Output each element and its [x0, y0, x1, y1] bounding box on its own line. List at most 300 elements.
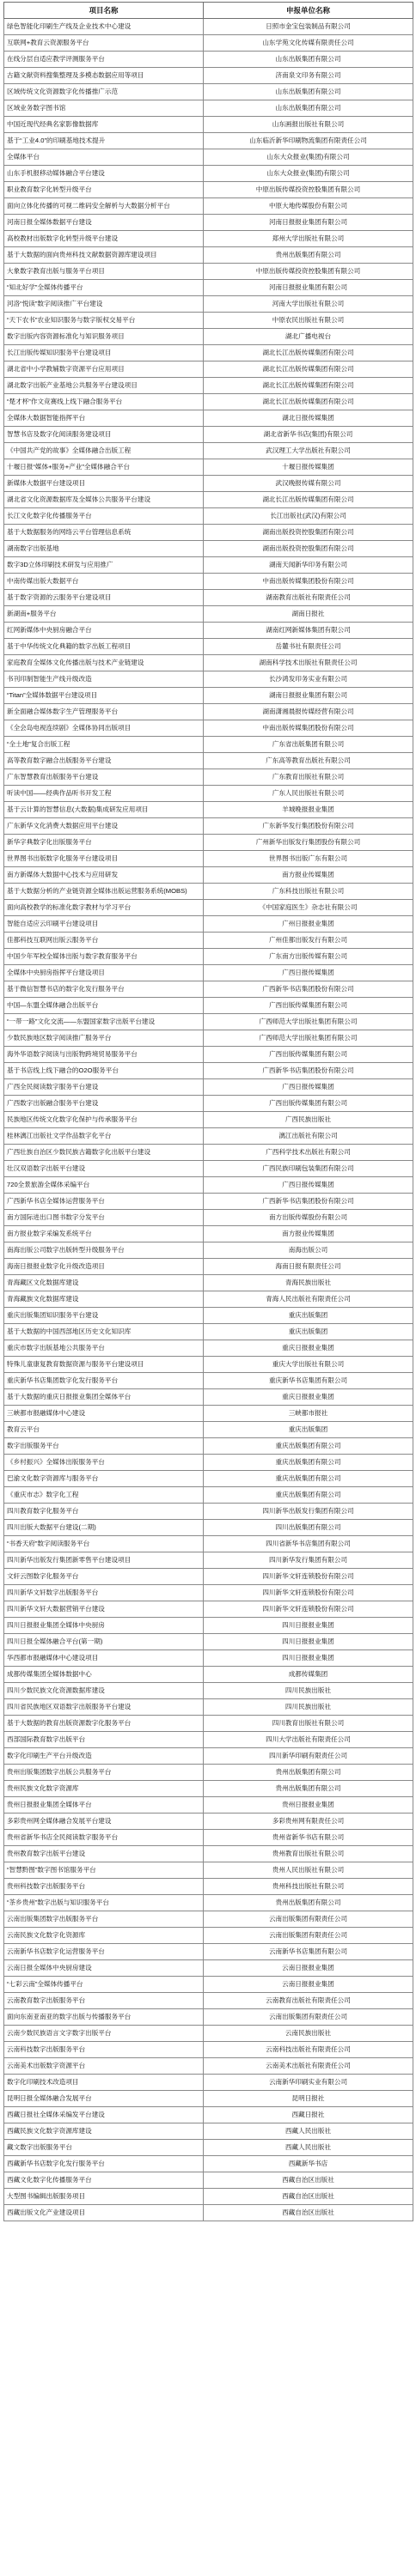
- project-name-cell: 全媒体平台: [4, 149, 204, 166]
- applicant-unit-cell: 广东教育出版社有限公司: [204, 769, 413, 786]
- table-row: [4, 247, 413, 264]
- project-name-cell: 重庆出版集团知识服务平台建设: [4, 1308, 204, 1324]
- applicant-unit-cell: 岳麓书社有限责任公司: [204, 639, 413, 655]
- table-row: [4, 1324, 413, 1340]
- applicant-unit-cell: 广西科学技术出版社有限公司: [204, 1145, 413, 1161]
- table-row: [4, 541, 413, 557]
- project-name-cell: 全媒体大数据智能指挥平台: [4, 410, 204, 427]
- project-name-cell: 湖北省文化资源数据库及全媒体公共服务平台建设: [4, 492, 204, 508]
- project-name-cell: 华西都市报融媒体中心建设项目: [4, 1650, 204, 1667]
- project-name-cell: 长江出版传媒知识服务平台建设项目: [4, 345, 204, 361]
- applicant-unit-cell: 广西师范大学出版社集团有限公司: [204, 1030, 413, 1047]
- applicant-unit-cell: 湖南出版投资控股集团有限公司: [204, 541, 413, 557]
- table-row: [4, 2009, 413, 2026]
- applicant-unit-cell: 广西民族出版社: [204, 1112, 413, 1128]
- applicant-unit-cell: 湖南红网新媒体集团有限公司: [204, 623, 413, 639]
- applicant-unit-cell: 漓江出版社有限公司: [204, 1128, 413, 1145]
- project-name-cell: 智能自适应云印刷平台建设项目: [4, 916, 204, 933]
- applicant-unit-cell: 广西日报传媒集团: [204, 965, 413, 981]
- project-name-cell: 贵州民族文化数字资源库: [4, 1781, 204, 1797]
- table-row: [4, 2058, 413, 2075]
- applicant-unit-cell: 四川新华发行集团有限公司: [204, 1552, 413, 1569]
- table-row: [4, 1340, 413, 1357]
- project-name-cell: 数字出版内容资源标准化与知识服务项目: [4, 329, 204, 345]
- project-name-cell: 四川出版大数据平台建设(二期): [4, 1520, 204, 1536]
- table-row: [4, 981, 413, 998]
- table-row: [4, 1895, 413, 1911]
- table-row: [4, 525, 413, 541]
- project-name-cell: 互联网+教育云资源服务平台: [4, 35, 204, 52]
- project-name-cell: 四川少数民族文化资源数据库建设: [4, 1683, 204, 1699]
- applicant-unit-cell: 贵州出版集团有限公司: [204, 247, 413, 264]
- applicant-unit-cell: 河南大学出版社有限公司: [204, 296, 413, 313]
- applicant-unit-cell: 重庆出版集团有限公司: [204, 1455, 413, 1471]
- table-row: [4, 476, 413, 492]
- project-name-cell: 面向高校教学的标准化数字教材与学习平台: [4, 900, 204, 916]
- project-name-cell: 广西数字出版融合服务平台建设: [4, 1096, 204, 1112]
- table-row: [4, 2091, 413, 2107]
- table-row: [4, 1536, 413, 1552]
- project-name-cell: 贵州教育数字出版平台建设: [4, 1846, 204, 1862]
- project-name-cell: 云南教育数字出版服务平台: [4, 1993, 204, 2009]
- project-name-cell: 区域业务数字图书馆: [4, 100, 204, 117]
- table-row: [4, 1226, 413, 1242]
- project-name-cell: 书刊印制智能生产线升级改造: [4, 671, 204, 688]
- table-row: [4, 149, 413, 166]
- project-name-cell: “全土地”复合出版工程: [4, 737, 204, 753]
- table-row: [4, 965, 413, 981]
- table-row: [4, 835, 413, 851]
- table-row: [4, 574, 413, 590]
- table-row: [4, 1862, 413, 1879]
- applicant-unit-cell: 云南出版集团有限责任公司: [204, 2009, 413, 2026]
- applicant-unit-cell: 云南日报报业集团: [204, 1960, 413, 1977]
- applicant-unit-cell: 四川民族出版社: [204, 1699, 413, 1716]
- project-name-cell: 藏文数字出版服务平台: [4, 2140, 204, 2156]
- table-row: [4, 851, 413, 867]
- project-name-cell: 数字化印刷技术改造项目: [4, 2075, 204, 2091]
- project-name-cell: 面向立体化传播的可视二维码安全解析与大数据分析平台: [4, 198, 204, 215]
- table-row: [4, 1030, 413, 1047]
- applicant-unit-cell: 四川省新华书店集团有限公司: [204, 1536, 413, 1552]
- project-name-cell: 南方新媒体大数据中心技术与应用研发: [4, 867, 204, 884]
- table-row: [4, 1830, 413, 1846]
- table-row: [4, 264, 413, 280]
- project-name-cell: 特殊儿童康复教育数据资源与服务平台建设项目: [4, 1357, 204, 1373]
- project-name-cell: 新全面融合媒体数字生产管理服务平台: [4, 704, 204, 720]
- table-row: [4, 1291, 413, 1308]
- header-project-name: 项目名称: [4, 3, 204, 19]
- table-row: [4, 884, 413, 900]
- applicant-unit-cell: 西藏自治区出版社: [204, 2189, 413, 2205]
- table-row: [4, 1601, 413, 1618]
- applicant-unit-cell: 云南新华书店集团有限公司: [204, 1944, 413, 1960]
- applicant-unit-cell: 广东科技出版社有限公司: [204, 884, 413, 900]
- table-row: [4, 117, 413, 133]
- table-row: [4, 1585, 413, 1601]
- applicant-unit-cell: 山东临沂新华印刷物流集团有限责任公司: [204, 133, 413, 149]
- project-name-cell: 基于大数据的中国西部地区历史文化知识库: [4, 1324, 204, 1340]
- applicant-unit-cell: 广东省出版集团有限公司: [204, 737, 413, 753]
- table-row: [4, 1210, 413, 1226]
- applicant-unit-cell: 河南日报报业集团有限公司: [204, 280, 413, 296]
- table-row: [4, 900, 413, 916]
- table-row: [4, 933, 413, 949]
- project-name-cell: 教育云平台: [4, 1422, 204, 1438]
- applicant-unit-cell: 西藏人民出版社: [204, 2123, 413, 2140]
- table-row: [4, 2205, 413, 2221]
- project-name-cell: 区域传统文化资源数字化传播推广示范: [4, 84, 204, 100]
- applicant-unit-cell: 广东南方出版传媒有限公司: [204, 949, 413, 965]
- project-name-cell: 大象数字教育出版与服务平台项目: [4, 264, 204, 280]
- project-name-cell: 青海藏区文化数据库建设: [4, 1275, 204, 1291]
- table-row: [4, 1275, 413, 1291]
- table-row: [4, 508, 413, 525]
- applicant-unit-cell: 重庆日报报业集团: [204, 1340, 413, 1357]
- project-name-cell: 西藏日报社全媒体采编发平台建设: [4, 2107, 204, 2123]
- applicant-unit-cell: 湖北长江出版传媒集团有限公司: [204, 492, 413, 508]
- table-row: [4, 1112, 413, 1128]
- table-row: [4, 1422, 413, 1438]
- table-row: [4, 1797, 413, 1814]
- table-row: [4, 639, 413, 655]
- project-name-cell: 南海出版公司数字出版转型升级服务平台: [4, 1242, 204, 1259]
- project-name-cell: 基于大数据分析的产业链资源全媒体出版运营服务系统(MOBS): [4, 884, 204, 900]
- table-row: [4, 52, 413, 68]
- applicant-unit-cell: 山东画报出版社有限公司: [204, 117, 413, 133]
- applicant-unit-cell: 南海出版公司: [204, 1242, 413, 1259]
- table-row: [4, 443, 413, 459]
- applicant-unit-cell: 南方出版传媒股份有限公司: [204, 1210, 413, 1226]
- applicant-unit-cell: 中原大地传媒股份有限公司: [204, 198, 413, 215]
- applicant-unit-cell: 湖北日报传媒集团: [204, 410, 413, 427]
- applicant-unit-cell: 山东大众报业(集团)有限公司: [204, 149, 413, 166]
- applicant-unit-cell: 广西民族印刷包装集团有限公司: [204, 1161, 413, 1177]
- applicant-unit-cell: 贵州人民出版社有限公司: [204, 1862, 413, 1879]
- table-row: [4, 1373, 413, 1389]
- table-row: [4, 655, 413, 671]
- table-row: [4, 1161, 413, 1177]
- table-row: [4, 1520, 413, 1536]
- project-name-cell: 古籍文献资料搜集整理及多模态数据应用等项目: [4, 68, 204, 84]
- applicant-unit-cell: 广东新华发行集团股份有限公司: [204, 818, 413, 835]
- table-row: [4, 998, 413, 1014]
- project-name-cell: 巴渝文化数字资源库与服务平台: [4, 1471, 204, 1487]
- project-name-cell: 数字出版服务平台: [4, 1438, 204, 1455]
- table-row: [4, 704, 413, 720]
- table-row: [4, 1259, 413, 1275]
- project-name-cell: 海南日报报业数字化升级改造项目: [4, 1259, 204, 1275]
- applicant-unit-cell: 重庆出版集团有限公司: [204, 1487, 413, 1504]
- applicant-unit-cell: 重庆出版集团: [204, 1324, 413, 1340]
- applicant-unit-cell: 贵州省新华书店有限公司: [204, 1830, 413, 1846]
- project-name-cell: 基于书店线上线下融合的O2O服务平台: [4, 1063, 204, 1079]
- project-name-cell: 数字化印刷生产平台升级改造: [4, 1748, 204, 1765]
- applicant-unit-cell: 湖北广播电视台: [204, 329, 413, 345]
- table-row: [4, 1993, 413, 2009]
- project-name-cell: 昆明日报全媒体融合发展平台: [4, 2091, 204, 2107]
- project-name-cell: 中国—东盟全媒体融合出版平台: [4, 998, 204, 1014]
- project-name-cell: 红网新媒体中央厨房融合平台: [4, 623, 204, 639]
- header-applicant-unit: 申报单位名称: [204, 3, 413, 19]
- applicant-unit-cell: 日照市金宝包装制品有限公司: [204, 19, 413, 35]
- table-row: [4, 410, 413, 427]
- applicant-unit-cell: 湖南日报报业集团有限公司: [204, 688, 413, 704]
- applicant-unit-cell: 贵州出版集团有限公司: [204, 1765, 413, 1781]
- applicant-unit-cell: 云南教育出版社有限责任公司: [204, 1993, 413, 2009]
- applicant-unit-cell: 广西出版传媒集团有限公司: [204, 998, 413, 1014]
- applicant-unit-cell: 湖南科学技术出版社有限责任公司: [204, 655, 413, 671]
- table-row: [4, 1732, 413, 1748]
- table-row: [4, 1552, 413, 1569]
- applicant-unit-cell: 山东出版集团有限公司: [204, 100, 413, 117]
- table-row: [4, 1389, 413, 1406]
- applicant-unit-cell: 重庆出版集团有限公司: [204, 1471, 413, 1487]
- project-name-cell: 在线分层自适应教学评测服务平台: [4, 52, 204, 68]
- project-name-cell: 基于大数据的教育出版资源数字化服务平台: [4, 1716, 204, 1732]
- applicant-unit-cell: 济南泉文印务有限公司: [204, 68, 413, 84]
- table-row: [4, 688, 413, 704]
- applicant-unit-cell: 四川新华印刷有限责任公司: [204, 1748, 413, 1765]
- project-name-cell: 基于大数据服务的网络云平台管理信息系统: [4, 525, 204, 541]
- applicant-unit-cell: 云南科技出版社有限责任公司: [204, 2042, 413, 2058]
- applicant-unit-cell: 西藏日报社: [204, 2107, 413, 2123]
- applicant-unit-cell: 河南日报报业集团有限公司: [204, 215, 413, 231]
- applicant-unit-cell: 广西日报传媒集团: [204, 1177, 413, 1194]
- project-name-cell: 家庭教育全媒体文化传播出版与技术产业链建设: [4, 655, 204, 671]
- project-name-cell: 基于云计算的智慧信息(大数据)集成研发应用项目: [4, 802, 204, 818]
- project-name-cell: 《全会岛电视连续剧》全媒体协同出版项目: [4, 720, 204, 737]
- applicant-unit-cell: 西藏新华书店: [204, 2156, 413, 2172]
- project-name-cell: 贵州省新华书店全民阅读数字服务平台: [4, 1830, 204, 1846]
- applicant-unit-cell: 四川新华出版发行集团有限公司: [204, 1504, 413, 1520]
- applicant-unit-cell: 广西日报传媒集团: [204, 1079, 413, 1096]
- table-row: [4, 459, 413, 476]
- project-name-cell: 西藏新华书店数字化发行服务平台: [4, 2156, 204, 2172]
- applicant-unit-cell: 武汉理工大学出版社有限公司: [204, 443, 413, 459]
- table-row: [4, 1960, 413, 1977]
- project-name-cell: 新华字典数字化出版服务平台: [4, 835, 204, 851]
- table-row: [4, 329, 413, 345]
- applicant-unit-cell: 青海民族出版社: [204, 1275, 413, 1291]
- project-name-cell: 广东新华文化消费大数据应用平台建设: [4, 818, 204, 835]
- table-row: [4, 215, 413, 231]
- applicant-unit-cell: 山东大众报业(集团)有限公司: [204, 166, 413, 182]
- project-name-cell: 成都传媒集团全媒体数据中心: [4, 1667, 204, 1683]
- project-name-cell: 西藏民族文化数字资源库建设: [4, 2123, 204, 2140]
- table-row: [4, 1911, 413, 1928]
- table-row: [4, 2123, 413, 2140]
- project-name-cell: 高等教育数字融合出版服务平台建设: [4, 753, 204, 769]
- applicant-unit-cell: 湖北省新华书店(集团)有限公司: [204, 427, 413, 443]
- applicant-unit-cell: 广西新华书店集团股份有限公司: [204, 981, 413, 998]
- applicant-unit-cell: 南方报业传媒集团: [204, 867, 413, 884]
- applicant-unit-cell: 贵州出版集团有限公司: [204, 1895, 413, 1911]
- applicant-unit-cell: 长沙鸿发印务实业有限公司: [204, 671, 413, 688]
- table-row: [4, 1096, 413, 1112]
- project-name-cell: 山东手机报移动媒体融合平台建设: [4, 166, 204, 182]
- applicant-unit-cell: 重庆出版集团: [204, 1422, 413, 1438]
- applicant-unit-cell: 云南新华印刷实业有限公司: [204, 2075, 413, 2091]
- table-row: [4, 1748, 413, 1765]
- applicant-unit-cell: 贵州科技出版社有限公司: [204, 1879, 413, 1895]
- applicant-unit-cell: 四川大学出版社有限责任公司: [204, 1732, 413, 1748]
- applicant-unit-cell: 湖北长江出版传媒集团有限公司: [204, 394, 413, 410]
- table-row: [4, 361, 413, 378]
- project-name-cell: “智慧黔图”数字图书馆服务平台: [4, 1862, 204, 1879]
- applicant-unit-cell: 重庆出版集团有限公司: [204, 1438, 413, 1455]
- applicant-unit-cell: 湖南日报社: [204, 606, 413, 623]
- table-row: [4, 1781, 413, 1797]
- table-row: [4, 427, 413, 443]
- project-name-cell: 广西全民阅读数字服务平台建设: [4, 1079, 204, 1096]
- project-name-cell: 中国少年军校全媒体出版与数字教育服务平台: [4, 949, 204, 965]
- table-row: [4, 1765, 413, 1781]
- project-name-cell: 湖北数字出版产业基地公共服务平台建设项目: [4, 378, 204, 394]
- table-row: [4, 2156, 413, 2172]
- applicant-unit-cell: 湖北长江出版传媒集团有限公司: [204, 361, 413, 378]
- applicant-unit-cell: 云南美术出版社有限责任公司: [204, 2058, 413, 2075]
- table-row: [4, 1846, 413, 1862]
- applicant-unit-cell: 湖北长江出版传媒集团有限公司: [204, 345, 413, 361]
- table-row: [4, 345, 413, 361]
- table-row: [4, 182, 413, 198]
- project-name-cell: 南方国际进出口图书数字分发平台: [4, 1210, 204, 1226]
- project-name-cell: 四川新华出版发行集团新零售平台建设项目: [4, 1552, 204, 1569]
- project-name-cell: 720全景旅游全媒体采编平台: [4, 1177, 204, 1194]
- table-row: [4, 313, 413, 329]
- table-row: [4, 623, 413, 639]
- project-name-cell: 少数民族地区数字阅读推广服务平台: [4, 1030, 204, 1047]
- project-name-cell: 文轩云图数字化服务平台: [4, 1569, 204, 1585]
- table-row: [4, 1699, 413, 1716]
- project-name-cell: 四川教育数字化服务平台: [4, 1504, 204, 1520]
- applicant-unit-cell: 广东人民出版社有限公司: [204, 786, 413, 802]
- project-name-cell: 广西新华书店全媒体运营服务平台: [4, 1194, 204, 1210]
- table-row: [4, 1977, 413, 1993]
- applicant-unit-cell: 云南日报报业集团: [204, 1977, 413, 1993]
- applicant-unit-cell: 广州日报报业集团: [204, 916, 413, 933]
- applicant-unit-cell: 广西师范大学出版社集团有限公司: [204, 1014, 413, 1030]
- applicant-unit-cell: 山东出版集团有限公司: [204, 52, 413, 68]
- project-name-cell: 基于微信智慧书店的数字化发行服务平台: [4, 981, 204, 998]
- applicant-unit-cell: 西藏自治区出版社: [204, 2172, 413, 2189]
- table-row: [4, 1128, 413, 1145]
- applicant-unit-cell: 青海人民出版社有限责任公司: [204, 1291, 413, 1308]
- table-row: [4, 1406, 413, 1422]
- applicant-unit-cell: 中南出版传媒集团股份有限公司: [204, 574, 413, 590]
- table-body: [4, 19, 413, 2221]
- table-row: [4, 720, 413, 737]
- applicant-unit-cell: 广州佳都出版发行有限公司: [204, 933, 413, 949]
- table-row: [4, 198, 413, 215]
- project-name-cell: 佳都科技互联网出版云服务平台: [4, 933, 204, 949]
- project-name-cell: 全媒体中央厨房指挥平台建设项目: [4, 965, 204, 981]
- project-name-cell: 职业教育数字化转型升级平台: [4, 182, 204, 198]
- table-row: [4, 769, 413, 786]
- project-name-cell: 云南科技数字出版服务平台: [4, 2042, 204, 2058]
- table-row: [4, 2189, 413, 2205]
- applicant-unit-cell: 云南出版集团有限责任公司: [204, 1911, 413, 1928]
- project-name-cell: 四川日报全媒体融合平台(第一期): [4, 1634, 204, 1650]
- project-name-cell: 湖南数字出版基地: [4, 541, 204, 557]
- project-name-cell: 听读中国——经典作品听书开发工程: [4, 786, 204, 802]
- table-row: [4, 1194, 413, 1210]
- project-name-cell: 基于“工业4.0”的印刷基地技术提升: [4, 133, 204, 149]
- project-name-cell: 三峡都市报融媒体中心建设: [4, 1406, 204, 1422]
- applicant-unit-cell: 成都传媒集团: [204, 1667, 413, 1683]
- table-row: [4, 1716, 413, 1732]
- table-row: [4, 19, 413, 35]
- table-row: [4, 1438, 413, 1455]
- table-row: [4, 949, 413, 965]
- applicant-unit-cell: 西藏人民出版社: [204, 2140, 413, 2156]
- project-name-cell: 青海藏族文化数据库建设: [4, 1291, 204, 1308]
- applicant-unit-cell: 四川教育出版社有限公司: [204, 1716, 413, 1732]
- applicant-unit-cell: 四川民族出版社: [204, 1683, 413, 1699]
- project-name-cell: 智慧书店及数字化阅读服务建设项目: [4, 427, 204, 443]
- table-row: [4, 737, 413, 753]
- table-row: [4, 753, 413, 769]
- table-row: [4, 1618, 413, 1634]
- applicant-unit-cell: 四川新华文轩连锁股份有限公司: [204, 1585, 413, 1601]
- applicant-unit-cell: 山东出版集团有限公司: [204, 84, 413, 100]
- project-name-cell: 中国近现代经典名家影像数据库: [4, 117, 204, 133]
- project-name-cell: “茶乡贵州”数字出版与知识服务平台: [4, 1895, 204, 1911]
- table-row: [4, 1650, 413, 1667]
- project-name-cell: 基于数字资源的云服务平台建设项目: [4, 590, 204, 606]
- applicant-unit-cell: 十堰日报传媒集团: [204, 459, 413, 476]
- table-row: [4, 68, 413, 84]
- applicant-unit-cell: 中原出版传媒投资控股集团有限公司: [204, 264, 413, 280]
- table-row: [4, 1177, 413, 1194]
- table-row: [4, 84, 413, 100]
- project-name-cell: 《中国共产党的故事》全媒体融合出版工程: [4, 443, 204, 459]
- table-row: [4, 296, 413, 313]
- table-row: [4, 394, 413, 410]
- applicant-unit-cell: 中原农民出版社有限公司: [204, 313, 413, 329]
- applicant-unit-cell: 多彩贵州网有限责任公司: [204, 1814, 413, 1830]
- applicant-unit-cell: 湖南出版投资控股集团有限公司: [204, 525, 413, 541]
- applicant-unit-cell: 湖南天闻新华印务有限公司: [204, 557, 413, 574]
- table-row: [4, 2042, 413, 2058]
- applicant-unit-cell: 云南民族出版社: [204, 2026, 413, 2042]
- project-name-cell: 大型图书编辑出版服务项目: [4, 2189, 204, 2205]
- project-name-cell: 四川新华文轩数字出版服务平台: [4, 1585, 204, 1601]
- project-name-cell: 面向东南亚南亚的数字出版与传播服务平台: [4, 2009, 204, 2026]
- project-name-cell: 桂林漓江出版社文学作品数字化平台: [4, 1128, 204, 1145]
- applicant-unit-cell: 广西出版传媒集团有限公司: [204, 1096, 413, 1112]
- project-name-cell: “楚才杯”作文竞赛线上线下融合服务平台: [4, 394, 204, 410]
- applicant-unit-cell: 中原出版传媒投资控股集团有限公司: [204, 182, 413, 198]
- table-row: [4, 1814, 413, 1830]
- table-row: [4, 818, 413, 835]
- table-row: [4, 492, 413, 508]
- project-name-cell: “天下农书”农业知识服务与数字版权交易平台: [4, 313, 204, 329]
- applicant-unit-cell: 湖北长江出版传媒集团有限公司: [204, 378, 413, 394]
- applicant-unit-cell: 南方报业传媒集团: [204, 1226, 413, 1242]
- table-row: [4, 1014, 413, 1030]
- applicant-unit-cell: 三峡都市报社: [204, 1406, 413, 1422]
- applicant-unit-cell: 贵州日报报业集团: [204, 1797, 413, 1814]
- project-name-cell: 四川日报报业集团全媒体中央厨房: [4, 1618, 204, 1634]
- applicant-unit-cell: 广东高等教育出版社有限公司: [204, 753, 413, 769]
- table-row: [4, 1047, 413, 1063]
- project-name-cell: “七彩云南”全媒体传播平台: [4, 1977, 204, 1993]
- applicant-unit-cell: 云南出版集团有限责任公司: [204, 1928, 413, 1944]
- project-name-cell: 新湖南+服务平台: [4, 606, 204, 623]
- project-name-cell: 基于中华传统文化典籍的数字出版工程项目: [4, 639, 204, 655]
